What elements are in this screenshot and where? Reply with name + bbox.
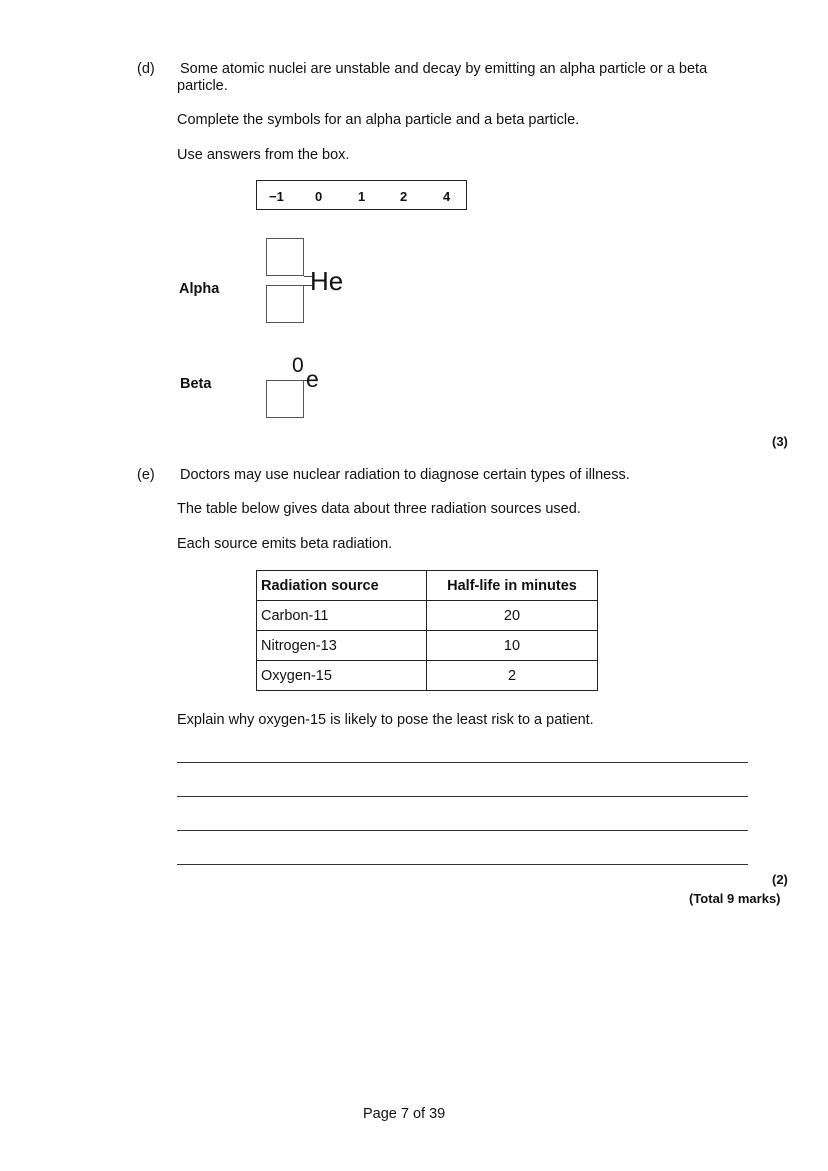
- table-cell-source: Oxygen-15: [257, 661, 427, 691]
- box-value: 1: [358, 189, 366, 204]
- part-d-instruction-complete: Complete the symbols for an alpha particle and a beta particle.: [177, 112, 580, 128]
- beta-atomic-number-box[interactable]: [266, 380, 304, 418]
- answer-line[interactable]: [177, 864, 748, 865]
- part-e-line2: The table below gives data about three radiation sources used.: [177, 501, 581, 517]
- part-e-label: (e): [137, 467, 155, 483]
- table-header-half-life: Half-life in minutes: [427, 571, 598, 601]
- table-cell-half-life: 20: [427, 601, 598, 631]
- beta-particle-symbol: e: [306, 366, 319, 392]
- part-e-line3: Each source emits beta radiation.: [177, 536, 393, 552]
- radiation-sources-table: [256, 570, 598, 691]
- table-cell-source: Nitrogen-13: [257, 631, 427, 661]
- part-d-intro-line1: Some atomic nuclei are unstable and decay by emitting an alpha particle or a beta: [180, 61, 708, 77]
- alpha-mass-number-box[interactable]: [266, 238, 304, 276]
- table-row: [257, 631, 598, 661]
- box-value: 4: [443, 189, 451, 204]
- alpha-label: Alpha: [179, 281, 220, 297]
- box-value: 2: [400, 189, 408, 204]
- box-value: 0: [315, 189, 323, 204]
- part-e-line1: Doctors may use nuclear radiation to diagnose certain types of illness.: [180, 467, 630, 483]
- beta-mass-number: 0: [292, 354, 304, 377]
- table-header-row: [257, 571, 598, 601]
- answer-line[interactable]: [177, 796, 748, 797]
- answer-line[interactable]: [177, 762, 748, 763]
- part-d-label: (d): [137, 61, 155, 77]
- answer-options-box: [256, 180, 467, 210]
- part-e-question: Explain why oxygen-15 is likely to pose the least risk to a patient.: [177, 712, 594, 728]
- table-row: [257, 601, 598, 631]
- part-d-intro-line2: particle.: [177, 78, 228, 94]
- table-cell-half-life: 2: [427, 661, 598, 691]
- part-d-instruction-use-box: Use answers from the box.: [177, 147, 350, 163]
- table-row: [257, 661, 598, 691]
- answer-line[interactable]: [177, 830, 748, 831]
- table-cell-source: Carbon-11: [257, 601, 427, 631]
- alpha-atomic-number-box[interactable]: [266, 285, 304, 323]
- total-marks: (Total 9 marks): [689, 891, 781, 906]
- page-number: Page 7 of 39: [363, 1106, 446, 1122]
- beta-label: Beta: [180, 376, 212, 392]
- part-e-marks: (2): [772, 872, 788, 887]
- table-cell-half-life: 10: [427, 631, 598, 661]
- alpha-element-symbol: He: [310, 266, 344, 296]
- box-value: −1: [269, 189, 284, 204]
- part-d-marks: (3): [772, 434, 788, 449]
- table-header-source: Radiation source: [257, 571, 427, 601]
